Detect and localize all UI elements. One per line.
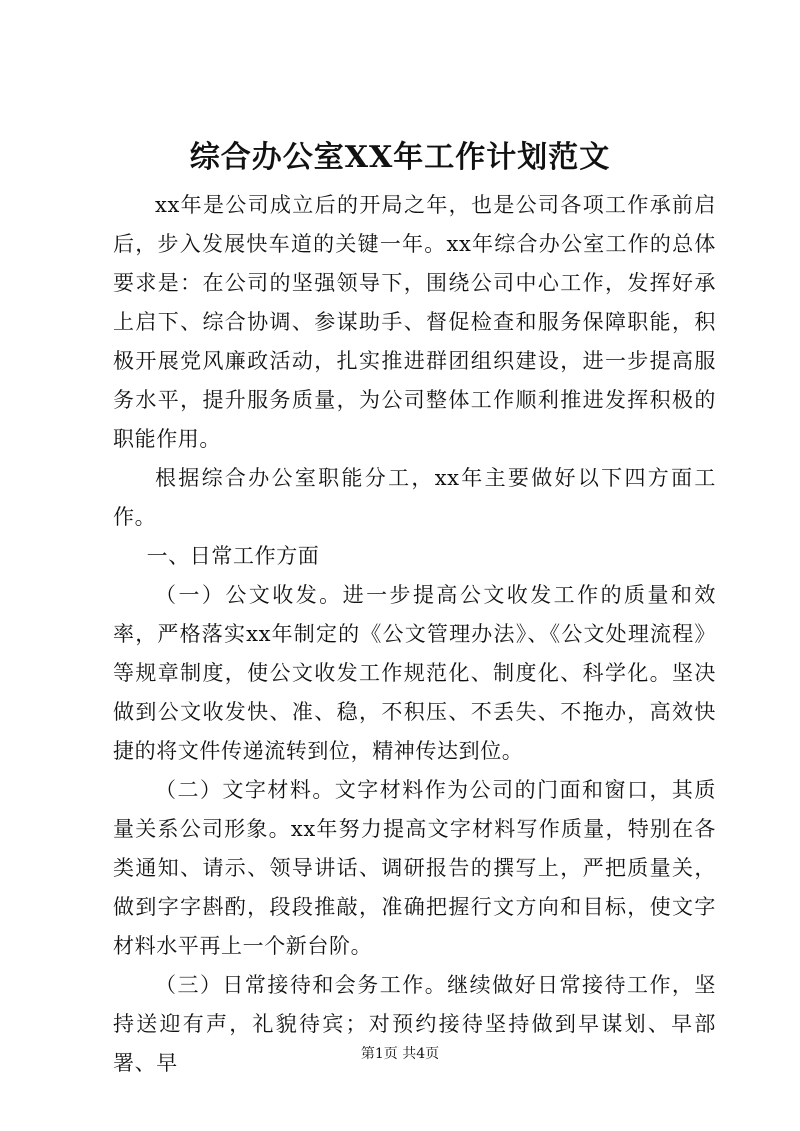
document-title: 综合办公室XX年工作计划范文	[189, 140, 611, 175]
section-heading: 一、日常工作方面	[146, 544, 320, 568]
paragraph-overview: 根据综合办公室职能分工，xx年主要做好以下四方面工作。	[113, 466, 716, 529]
paragraph-intro: xx年是公司成立后的开局之年，也是公司各项工作承前启后，步入发展快车道的关键一年。xx年综合办公室工作的总体要求是：在公司的坚强领导下，围绕公司中心工作，发挥好承上启下、综合协调、参谋助手、督促检查和服务保障职能，积极开展党风廉政活动，扎实推进群团组织建设，进一步提高服务水平，提升服务质量，为公司整体工作顺利推进发挥积极的职能作用。	[113, 193, 716, 451]
paragraph-reception-meetings: （三）日常接待和会务工作。继续做好日常接待工作，坚持送迎有声，礼貌待宾；对预约接待坚持做到早谋划、早部署、早	[113, 973, 716, 1075]
document-body	[113, 186, 716, 1083]
page-footer: 第1页 共4页	[360, 1046, 440, 1062]
paragraph-document-handling: （一）公文收发。进一步提高公文收发工作的质量和效率，严格落实xx年制定的《公文管理办法》、《公文处理流程》等规章制度，使公文收发工作规范化、制度化、科学化。坚决做到公文收发快、准、稳，不积压、不丢失、不拖办，高效快捷的将文件传递流转到位，精神传达到位。	[113, 583, 716, 763]
paragraph-written-materials: （二）文字材料。文字材料作为公司的门面和窗口，其质量关系公司形象。xx年努力提高文字材料写作质量，特别在各类通知、请示、领导讲话、调研报告的撰写上，严把质量关，做到字字斟酌，段段推敲，准确把握行文方向和目标，使文字材料水平再上一个新台阶。	[113, 778, 716, 958]
